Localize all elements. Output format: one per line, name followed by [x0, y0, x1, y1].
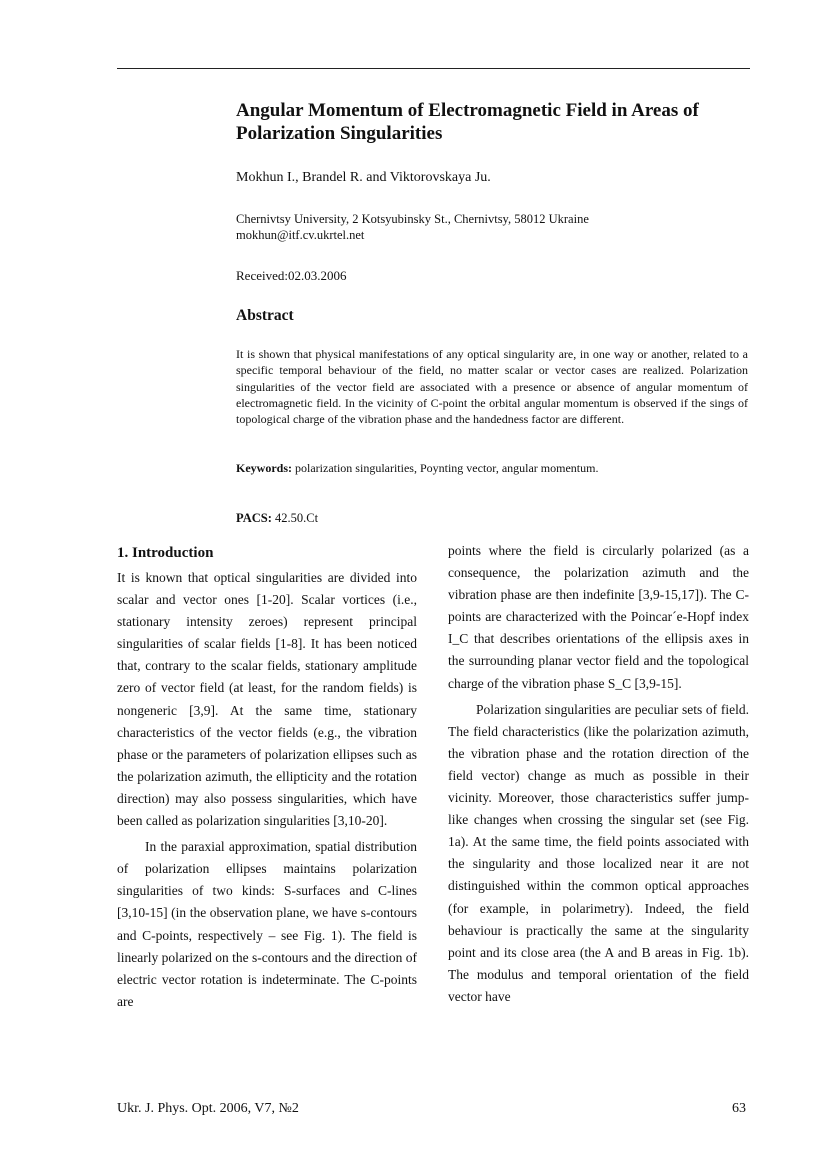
received-date: Received:02.03.2006: [236, 268, 347, 283]
paper-title: Angular Momentum of Electromagnetic Field in Areas of Polarization Singularities: [236, 100, 699, 144]
pacs-code: 42.50.Ct: [275, 511, 319, 525]
journal-footer: Ukr. J. Phys. Opt. 2006, V7, №2: [117, 1101, 299, 1116]
keywords: [236, 460, 748, 476]
header-rule: [117, 68, 750, 69]
right-column: [448, 540, 749, 1008]
authors: Mokhun I., Brandel R. and Viktorovskaya Ju.: [236, 170, 491, 185]
affiliation-block: [236, 211, 589, 243]
page-number: 63: [732, 1101, 746, 1116]
left-column: [117, 542, 417, 1013]
keywords-label: Keywords:: [236, 461, 292, 475]
keywords-text: polarization singularities, Poynting vector, angular momentum.: [295, 461, 599, 475]
pacs: [236, 511, 318, 526]
email: mokhun@itf.cv.ukrtel.net: [236, 228, 365, 242]
abstract-heading: Abstract: [236, 307, 294, 324]
section-heading: 1. Introduction: [117, 545, 214, 561]
intro-paragraph-2: In the paraxial approximation, spatial distribution of polarization ellipses maintains polarization singularities of two kinds: S-surfaces and C-lines [3,10-15] (in the observation plane, we have s-contours and C-points, respectively – see Fig. 1). The field is linearly polarized on the s-contours and the direction of electric vector rotation is indeterminate. The C-points are: [117, 839, 417, 1009]
affiliation: Chernivtsy University, 2 Kotsyubinsky St., Chernivtsy, 58012 Ukraine: [236, 212, 589, 226]
intro-paragraph-3: points where the field is circularly polarized (as a consequence, the polarization azimuth and the vibration phase are then indefinite [3,9-15,17]). The C-points are characterized with the Poincar´e-Hopf index I_C that describes orientations of the ellipsis axes in the surrounding planar vector field and the topological charge of the vibration phase S_C [3,9-15].: [448, 543, 749, 691]
abstract-text: It is shown that physical manifestations of any optical singularity are, in one way or another, related to a specific temporal behaviour of the field, no matter scalar or vector cases are realized. Polarization singularities of the vector field are associated with a presence or absence of angular momentum of electromagnetic field. In the vicinity of C-point the orbital angular momentum is observed if the sings of topological charge of the vibration phase and the handedness factor are different.: [236, 347, 748, 427]
pacs-label: PACS:: [236, 511, 272, 525]
intro-paragraph-1: It is known that optical singularities are divided into scalar and vector ones [1-20]. Scalar vortices (i.e., stationary intensity zeroes) represent principal singularities of scalar fields [1-8]. It has been noticed that, contrary to the scalar fields, stationary amplitude zero of vector field (at least, for the random fields) is nongeneric [3,9]. At the same time, stationary characteristics of the vector fields (e.g., the vibration phase or the parameters of polarization ellipses such as the polarization azimuth, the ellipticity and the rotation direction) may also possess singularities, which have been called as polarization singularities [3,10-20].: [117, 570, 417, 829]
intro-paragraph-4: Polarization singularities are peculiar sets of field. The field characteristics (like the polarization azimuth, the vibration phase and the rotation direction of the field vector) change as much as possible in their vicinity. Moreover, those characteristics suffer jump-like changes when crossing the singular set (see Fig. 1a). At the same time, the field points associated with the singularity and those localized near it are not distinguished within the common optical approaches (for example, in polarimetry). Indeed, the field behaviour is practically the same at the singularity point and its close area (the A and B areas in Fig. 1b). The modulus and temporal orientation of the field vector have: [448, 701, 749, 1004]
